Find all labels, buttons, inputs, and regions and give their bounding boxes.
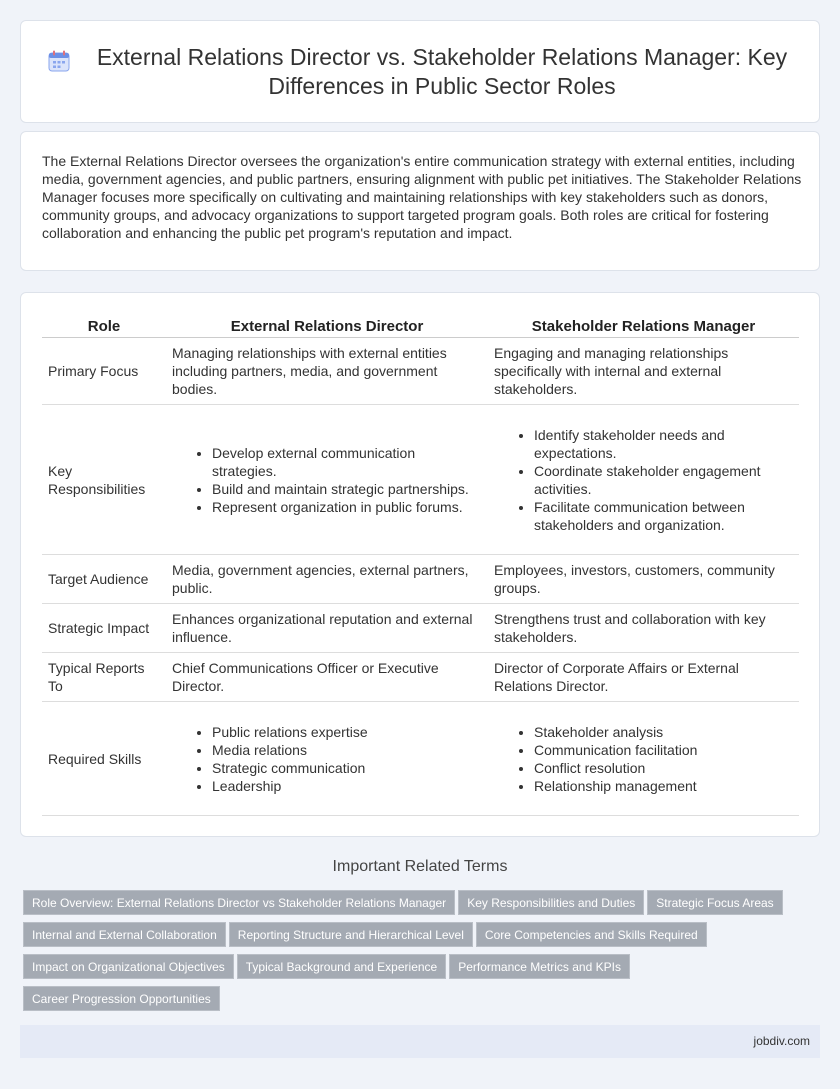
table-row bbox=[42, 702, 799, 816]
calendar-icon bbox=[47, 49, 71, 73]
related-term-tag[interactable]: Impact on Organizational Objectives bbox=[23, 954, 234, 979]
list-item: • Communication facilitation bbox=[534, 741, 793, 759]
footer bbox=[20, 1025, 820, 1058]
table-row bbox=[42, 555, 799, 604]
related-term-tag[interactable]: Strategic Focus Areas bbox=[647, 890, 782, 915]
header-external-relations-director: External Relations Director bbox=[166, 317, 488, 338]
list-item: • Media relations bbox=[212, 741, 482, 759]
manager-responsibilities-list bbox=[494, 426, 793, 534]
list-item: • Develop external communication strategies. bbox=[212, 444, 482, 480]
table-row bbox=[42, 604, 799, 653]
row-label: Key Responsibilities bbox=[42, 405, 166, 555]
cell-director bbox=[166, 702, 488, 816]
header-role: Role bbox=[42, 317, 166, 338]
related-terms-tags bbox=[23, 890, 803, 1018]
table-header-row bbox=[42, 317, 799, 338]
related-term-tag[interactable]: Core Competencies and Skills Required bbox=[476, 922, 707, 947]
director-skills-list bbox=[172, 723, 482, 795]
row-label: Primary Focus bbox=[42, 338, 166, 405]
row-label: Strategic Impact bbox=[42, 604, 166, 653]
cell-manager: Employees, investors, customers, community groups. bbox=[488, 555, 799, 604]
row-label: Required Skills bbox=[42, 702, 166, 816]
list-item: • Represent organization in public forums. bbox=[212, 498, 482, 516]
cell-director: Chief Communications Officer or Executive Director. bbox=[166, 653, 488, 702]
list-item: • Public relations expertise bbox=[212, 723, 482, 741]
related-term-tag[interactable]: Role Overview: External Relations Director vs Stakeholder Relations Manager bbox=[23, 890, 455, 915]
list-item: • Strategic communication bbox=[212, 759, 482, 777]
comparison-table bbox=[42, 317, 799, 816]
list-item: • Build and maintain strategic partnerships. bbox=[212, 480, 482, 498]
related-term-tag[interactable]: Key Responsibilities and Duties bbox=[458, 890, 644, 915]
list-item: • Conflict resolution bbox=[534, 759, 793, 777]
intro-paragraph: The External Relations Director oversees the organization's entire communication strategy with external entities, including media, government agencies, and public partners, ensuring alignment with public pet initiatives. The Stakeholder Relations Manager focuses more specifically on cultivating and maintaining relationships with key stakeholders such as donors, community groups, and advocacy organizations to support targeted program goals. Both roles are critical for fostering collaboration and enhancing the public pet program's reputation and impact. bbox=[42, 153, 802, 241]
manager-skills-list bbox=[494, 723, 793, 795]
cell-director bbox=[166, 405, 488, 555]
related-term-tag[interactable]: Reporting Structure and Hierarchical Level bbox=[229, 922, 473, 947]
intro-card bbox=[20, 131, 820, 271]
list-item: • Coordinate stakeholder engagement activities. bbox=[534, 462, 793, 498]
related-term-tag[interactable]: Career Progression Opportunities bbox=[23, 986, 220, 1011]
row-label: Target Audience bbox=[42, 555, 166, 604]
list-item: • Stakeholder analysis bbox=[534, 723, 793, 741]
cell-manager: Director of Corporate Affairs or External Relations Director. bbox=[488, 653, 799, 702]
list-item: • Relationship management bbox=[534, 777, 793, 795]
table-row bbox=[42, 653, 799, 702]
related-term-tag[interactable]: Typical Background and Experience bbox=[237, 954, 446, 979]
cell-director: Managing relationships with external entities including partners, media, and government bodies. bbox=[166, 338, 488, 405]
related-term-tag[interactable]: Internal and External Collaboration bbox=[23, 922, 226, 947]
header-stakeholder-relations-manager: Stakeholder Relations Manager bbox=[488, 317, 799, 338]
cell-manager: Engaging and managing relationships specifically with internal and external stakeholders. bbox=[488, 338, 799, 405]
cell-manager bbox=[488, 405, 799, 555]
related-terms-title: Important Related Terms bbox=[332, 858, 508, 875]
table-row bbox=[42, 338, 799, 405]
row-label: Typical Reports To bbox=[42, 653, 166, 702]
title-card bbox=[20, 20, 820, 123]
cell-manager bbox=[488, 702, 799, 816]
cell-manager: Strengthens trust and collaboration with key stakeholders. bbox=[488, 604, 799, 653]
page-title: External Relations Director vs. Stakeholder Relations Manager: Key Differences in Public Sector Roles bbox=[96, 44, 788, 99]
director-responsibilities-list bbox=[172, 444, 482, 516]
list-item: • Identify stakeholder needs and expectations. bbox=[534, 426, 793, 462]
list-item: • Facilitate communication between stakeholders and organization. bbox=[534, 498, 793, 534]
footer-site-link[interactable]: jobdiv.com bbox=[753, 1034, 810, 1048]
cell-director: Media, government agencies, external partners, public. bbox=[166, 555, 488, 604]
comparison-card bbox=[20, 292, 820, 837]
cell-director: Enhances organizational reputation and external influence. bbox=[166, 604, 488, 653]
table-row bbox=[42, 405, 799, 555]
related-term-tag[interactable]: Performance Metrics and KPIs bbox=[449, 954, 630, 979]
list-item: • Leadership bbox=[212, 777, 482, 795]
